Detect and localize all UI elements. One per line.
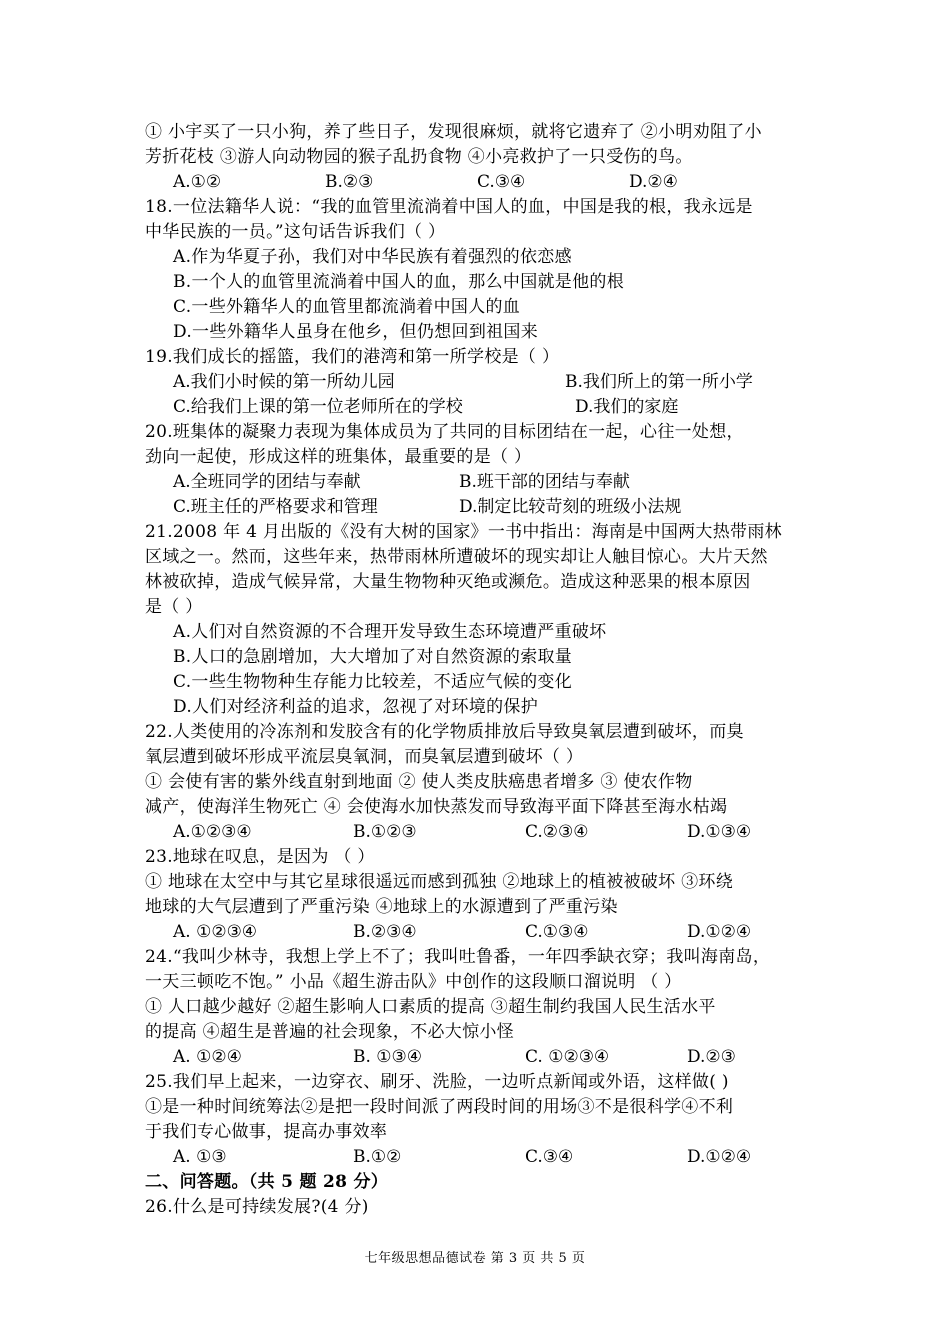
q23-line-2: ① 地球在太空中与其它星球很遥远而感到孤独 ②地球上的植被被破坏 ③环绕 bbox=[145, 872, 734, 892]
q24-option-d: D.②③ bbox=[687, 1047, 736, 1067]
q17-option-a: A.①② bbox=[173, 172, 222, 192]
q24-line-2: 一天三顿吃不饱。” 小品《超生游击队》中创作的这段顺口溜说明 （ ） bbox=[145, 972, 682, 992]
q18-option-c: C.一些外籍华人的血管里都流淌着中国人的血 bbox=[173, 297, 521, 317]
q19-option-d: D.我们的家庭 bbox=[575, 397, 679, 417]
q25-line-2: ①是一种时间统筹法②是把一段时间派了两段时间的用场③不是很科学④不利 bbox=[145, 1097, 734, 1117]
q19-option-a: A.我们小时候的第一所幼儿园 bbox=[173, 372, 395, 392]
q17-line-1: ① 小宇买了一只小狗，养了些日子，发现很麻烦，就将它遗弃了 ②小明劝阻了小 bbox=[145, 122, 762, 142]
q22-option-d: D.①③④ bbox=[687, 822, 752, 842]
q20-option-a: A.全班同学的团结与奉献 bbox=[173, 472, 361, 492]
q18-option-a: A.作为华夏子孙，我们对中华民族有着强烈的依恋感 bbox=[173, 247, 572, 267]
q24-line-4: 的提高 ④超生是普遍的社会现象，不必大惊小怪 bbox=[145, 1022, 515, 1042]
q17-options bbox=[145, 170, 815, 195]
q18-line-1: 18.一位法籍华人说：“我的血管里流淌着中国人的血，中国是我的根，我永远是 bbox=[145, 197, 753, 217]
page-footer: 七年级思想品德试卷 第 3 页 共 5 页 bbox=[364, 1251, 586, 1266]
q21-option-d: D.人们对经济利益的追求，忽视了对环境的保护 bbox=[173, 697, 539, 717]
q20-line-2: 劲向一起使，形成这样的班集体，最重要的是（ ） bbox=[145, 447, 532, 467]
q25-option-b: B.①② bbox=[353, 1147, 402, 1167]
q22-options bbox=[145, 820, 815, 845]
q24-option-b: B. ①③④ bbox=[353, 1047, 423, 1067]
q23-line-3: 地球的大气层遭到了严重污染 ④地球上的水源遭到了严重污染 bbox=[145, 897, 618, 917]
q20-options-row-2 bbox=[145, 495, 815, 520]
q25-line-3: 于我们专心做事，提高办事效率 bbox=[145, 1122, 388, 1142]
q21-line-2: 区域之一。然而，这些年来，热带雨林所遭破坏的现实却让人触目惊心。大片天然 bbox=[145, 547, 768, 567]
q20-option-c: C.班主任的严格要求和管理 bbox=[173, 497, 378, 517]
q17-line-2: 芳折花枝 ③游人向动物园的猴子乱扔食物 ④小亮救护了一只受伤的鸟。 bbox=[145, 147, 693, 167]
q20-line-1: 20.班集体的凝聚力表现为集体成员为了共同的目标团结在一起，心往一处想， bbox=[145, 422, 744, 442]
q21-option-c: C.一些生物物种生存能力比较差，不适应气候的变化 bbox=[173, 672, 573, 692]
section-2-heading: 二、问答题。（共 5 题 28 分） bbox=[145, 1172, 389, 1192]
q21-line-1: 21.2008 年 4 月出版的《没有大树的国家》一书中指出：海南是中国两大热带雨林 bbox=[145, 522, 782, 542]
q24-option-c: C. ①②③④ bbox=[525, 1047, 610, 1067]
q23-option-a: A. ①②③④ bbox=[173, 922, 258, 942]
q19-options-row-1 bbox=[145, 370, 815, 395]
q18-option-d: D.一些外籍华人虽身在他乡，但仍想回到祖国来 bbox=[173, 322, 539, 342]
q23-line-1: 23.地球在叹息，是因为 （ ） bbox=[145, 847, 375, 867]
q19-option-b: B.我们所上的第一所小学 bbox=[565, 372, 753, 392]
q21-option-b: B.人口的急剧增加，大大增加了对自然资源的索取量 bbox=[173, 647, 573, 667]
q19-option-c: C.给我们上课的第一位老师所在的学校 bbox=[173, 397, 463, 417]
q23-option-d: D.①②④ bbox=[687, 922, 752, 942]
q18-option-b: B.一个人的血管里流淌着中国人的血，那么中国就是他的根 bbox=[173, 272, 624, 292]
q25-option-d: D.①②④ bbox=[687, 1147, 752, 1167]
q22-option-c: C.②③④ bbox=[525, 822, 589, 842]
q26-line: 26.什么是可持续发展?(4 分) bbox=[145, 1197, 369, 1217]
q18-line-2: 中华民族的一员。”这句话告诉我们（ ） bbox=[145, 222, 446, 242]
q25-line-1: 25.我们早上起来，一边穿衣、刷牙、洗脸，一边听点新闻或外语，这样做( ) bbox=[145, 1072, 729, 1092]
q24-option-a: A. ①②④ bbox=[173, 1047, 242, 1067]
q23-options bbox=[145, 920, 815, 945]
q22-line-3: ① 会使有害的紫外线直射到地面 ② 使人类皮肤癌患者增多 ③ 使农作物 bbox=[145, 772, 693, 792]
q25-option-a: A. ①③ bbox=[173, 1147, 227, 1167]
q21-line-4: 是（ ） bbox=[145, 597, 203, 617]
q25-option-c: C.③④ bbox=[525, 1147, 574, 1167]
q22-option-b: B.①②③ bbox=[353, 822, 417, 842]
q24-line-3: ① 人口越少越好 ②超生影响人口素质的提高 ③超生制约我国人民生活水平 bbox=[145, 997, 716, 1017]
q21-line-3: 林被砍掉，造成气候异常，大量生物物种灭绝或濒危。造成这种恶果的根本原因 bbox=[145, 572, 751, 592]
q23-option-b: B.②③④ bbox=[353, 922, 417, 942]
q20-option-d: D.制定比较苛刻的班级小法规 bbox=[459, 497, 682, 517]
q17-option-d: D.②④ bbox=[629, 172, 678, 192]
q19-options-row-2 bbox=[145, 395, 815, 420]
q22-option-a: A.①②③④ bbox=[173, 822, 252, 842]
q17-option-b: B.②③ bbox=[325, 172, 374, 192]
q19-line-1: 19.我们成长的摇篮，我们的港湾和第一所学校是（ ） bbox=[145, 347, 560, 367]
q22-line-4: 减产，使海洋生物死亡 ④ 会使海水加快蒸发而导致海平面下降甚至海水枯竭 bbox=[145, 797, 728, 817]
q20-option-b: B.班干部的团结与奉献 bbox=[459, 472, 630, 492]
q25-options bbox=[145, 1145, 815, 1170]
q22-line-1: 22.人类使用的冷冻剂和发胶含有的化学物质排放后导致臭氧层遭到破坏，而臭 bbox=[145, 722, 744, 742]
q20-options-row-1 bbox=[145, 470, 815, 495]
exam-page bbox=[145, 120, 815, 1220]
q22-line-2: 氧层遭到破坏形成平流层臭氧洞，而臭氧层遭到破坏（ ） bbox=[145, 747, 584, 767]
q21-option-a: A.人们对自然资源的不合理开发导致生态环境遭严重破坏 bbox=[173, 622, 607, 642]
q23-option-c: C.①③④ bbox=[525, 922, 589, 942]
q17-option-c: C.③④ bbox=[477, 172, 526, 192]
q24-options bbox=[145, 1045, 815, 1070]
q24-line-1: 24.“我叫少林寺，我想上学上不了；我叫吐鲁番，一年四季缺衣穿；我叫海南岛， bbox=[145, 947, 771, 967]
